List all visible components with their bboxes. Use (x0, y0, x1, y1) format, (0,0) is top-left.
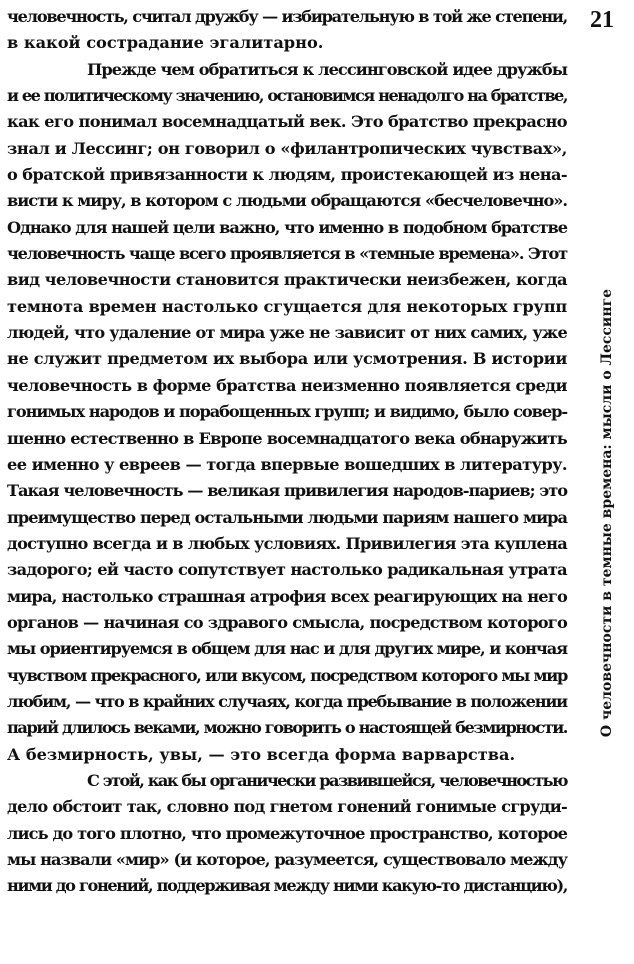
text-line: преимущество перед остальными людьми париям нашего мира (7, 507, 567, 527)
text-line: любим, — что в крайних случаях, когда пребывание в положении (7, 691, 567, 711)
running-head: О человечности в темные времена: мысли о Лессинге (599, 288, 615, 738)
text-line: шенно естественно в Европе восемнадцатого века обнаружить (7, 428, 567, 448)
text-line: вид человечности становится практически неизбежен, когда (7, 270, 567, 290)
text-line: и ее политическому значению, остановимся ненадолго на братстве, (7, 86, 567, 106)
text-line: человечность, считал дружбу — избирательную в той же степени, (7, 7, 567, 26)
body-text (7, 4, 567, 900)
text-line: Однако для нашей цели важно, что именно в подобном братстве (7, 217, 567, 237)
text-line: человечность чаще всего проявляется в «темные времена». Этот (7, 244, 567, 264)
text-line: Прежде чем обратиться к лессинговской идее дружбы (87, 59, 567, 79)
text-line: висти к миру, в котором с людьми обращаются «бесчеловечно». (7, 191, 567, 211)
text-line: о братской привязанности к людям, проистекающей из нена- (7, 165, 567, 185)
text-line: чувством прекрасного, или вкусом, посредством которого мы мир (7, 665, 567, 685)
text-line: человечность в форме братства неизменно появляется среди (7, 375, 567, 395)
text-line: ними до гонений, поддерживая между ними какую-то дистанцию), (7, 876, 567, 896)
text-line: как его понимал восемнадцатый век. Это братство прекрасно (7, 112, 567, 132)
text-line: в какой сострадание эгалитарно. (7, 33, 324, 53)
text-line: мы назвали «мир» (и которое, разумеется, существовало между (7, 850, 567, 869)
text-line: людей, что удаление от мира уже не зависит от них самих, уже (7, 323, 567, 343)
text-line: не служит предметом их выбора или усмотрения. В истории (7, 349, 567, 369)
text-line: органов — начиная со здравого смысла, посредством которого (7, 612, 567, 632)
text-line: знал и Лессинг; он говорил о «филантропических чувствах», (7, 138, 567, 158)
text-line: Такая человечность — великая привилегия народов-париев; это (7, 481, 567, 501)
text-line: мы ориентируемся в общем для нас и для других мире, и кончая (7, 639, 567, 659)
paragraph-1 (7, 4, 567, 57)
page-number: 21 (590, 7, 614, 33)
text-line: парий длилось веками, можно говорить о настоящей безмирности. (7, 718, 567, 738)
text-line: С этой, как бы органически развившейся, человечностью (87, 770, 567, 790)
paragraph-2 (7, 57, 567, 768)
text-line: темнота времен настолько сгущается для некоторых групп (7, 296, 567, 316)
text-line: мира, настолько страшная атрофия всех реагирующих на него (7, 586, 567, 606)
text-line: гонимых народов и порабощенных групп; и видимо, было совер- (7, 402, 567, 422)
paragraph-3 (7, 768, 567, 900)
text-line: А безмирность, увы, — это всегда форма варварства. (7, 744, 516, 764)
text-line: доступно всегда и в любых условиях. Привилегия эта куплена (7, 533, 567, 553)
text-line: дело обстоит так, словно под гнетом гонений гонимые сгруди- (7, 797, 567, 817)
text-line: ее именно у евреев — тогда впервые вошедших в литературу. (7, 454, 567, 474)
text-line: задорого; ей часто сопутствует настолько радикальная утрата (7, 560, 567, 580)
text-line: лись до того плотно, что промежуточное пространство, которое (7, 823, 567, 843)
